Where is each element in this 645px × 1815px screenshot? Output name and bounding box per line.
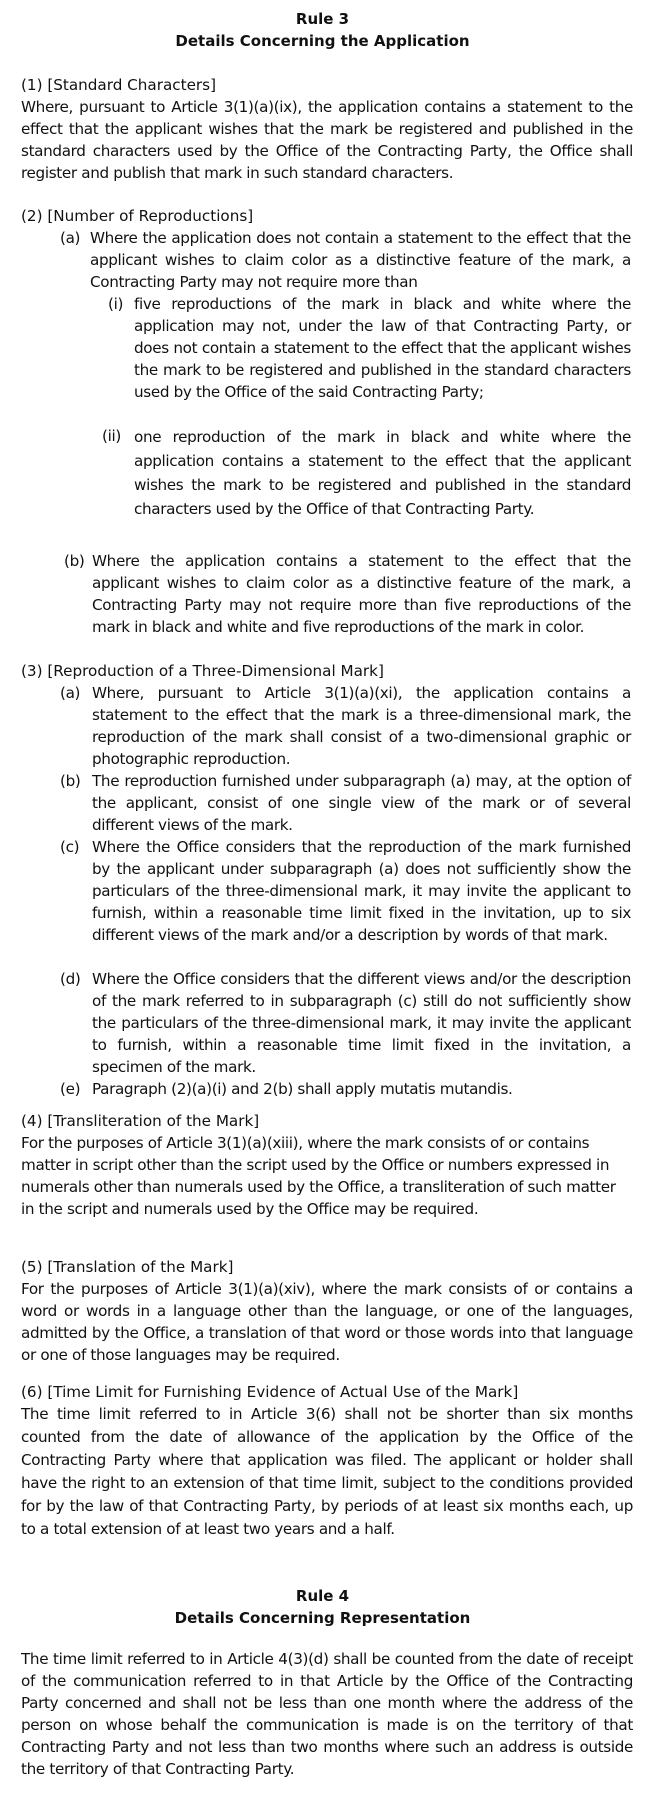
item-text: Where the Office considers that the different views and/or the description of the mark referred to in subparagraph (c) still do not sufficiently show the particulars of the three-dimensional mark, it may invite the applicant to furnish, within a reasonable time limit fixed in the invitation, a specimen of the mark. <box>92 970 631 1076</box>
section-3-heading: (3) [Reproduction of a Three-Dimensional Mark] <box>21 662 384 680</box>
section-2a-i <box>108 293 631 403</box>
item-label: (c) <box>60 838 80 856</box>
rule-4-subtitle: Details Concerning Representation <box>174 1609 471 1627</box>
section-1-heading: (1) [Standard Characters] <box>21 76 217 94</box>
item-label: (e) <box>60 1080 81 1098</box>
rule-4-title: Rule 4 <box>295 1587 350 1605</box>
item-text: Where the application does not contain a statement to the effect that the applicant wishes to claim color as a distinctive feature of the mark, a Contracting Party may not require more than <box>90 229 631 291</box>
item-label: (a) <box>60 684 81 702</box>
section-2a <box>60 227 631 293</box>
section-3a <box>60 682 631 770</box>
item-text: Where, pursuant to Article 3(1)(a)(xi), the application contains a statement to the effect that the mark is a three-dimensional mark, the reproduction of the mark shall consist of a two-dimensional graphic or photographic reproduction. <box>92 684 631 768</box>
item-text: Paragraph (2)(a)(i) and 2(b) shall apply mutatis mutandis. <box>92 1080 513 1098</box>
section-3c <box>60 836 631 946</box>
item-label: (b) <box>60 772 81 790</box>
section-2a-ii <box>102 425 631 521</box>
section-5-heading: (5) [Translation of the Mark] <box>21 1258 234 1276</box>
rule-4-body: The time limit referred to in Article 4(3)(d) shall be counted from the date of receipt of the communication referred to in that Article by the Office of the Contracting Party concerned and shall not be less than one month where the address of the person on whose behalf the communication is made is on the territory of that Contracting Party and not less than two months where such an address is outside the territory of that Contracting Party. <box>21 1650 633 1778</box>
rule-3-subtitle: Details Concerning the Application <box>175 32 470 50</box>
section-6-body: The time limit referred to in Article 3(6) shall not be shorter than six months counted from the date of allowance of the application by the Office of the Contracting Party where that application was filed. The applicant or holder shall have the right to an extension of that time limit, subject to the conditions provided for by the law of that Contracting Party, by periods of at least six months each, up to a total extension of at least two years and a half. <box>21 1405 633 1538</box>
section-2-heading: (2) [Number of Reproductions] <box>21 207 254 225</box>
item-text: Where the application contains a statement to the effect that the applicant wishes to claim color as a distinctive feature of the mark, a Contracting Party may not require more than five reproductions of the mark in black and white and five reproductions of the mark in color. <box>92 552 631 636</box>
section-4-heading: (4) [Transliteration of the Mark] <box>21 1112 260 1130</box>
item-text: one reproduction of the mark in black and white where the application contains a statement to the effect that the applicant wishes the mark to be registered and published in the standard characters used by the Office of that Contracting Party. <box>134 428 631 518</box>
item-text: five reproductions of the mark in black and white where the application may not, under the law of that Contracting Party, or does not contain a statement to the effect that the applicant wishes the mark to be registered and published in the standard characters used by the Office of the said Contracting Party; <box>134 295 631 401</box>
item-label: (a) <box>60 229 81 247</box>
section-2b <box>64 550 631 638</box>
item-text: The reproduction furnished under subparagraph (a) may, at the option of the applicant, consist of one single view of the mark or of several different views of the mark. <box>92 772 631 834</box>
item-label: (d) <box>60 970 81 988</box>
item-text: Where the Office considers that the reproduction of the mark furnished by the applicant under subparagraph (a) does not sufficiently show the particulars of the three-dimensional mark, it may invite the applicant to furnish, within a reasonable time limit fixed in the invitation, up to six different views of the mark and/or a description by words of that mark. <box>92 838 631 944</box>
section-3b <box>60 770 631 836</box>
section-5-body: For the purposes of Article 3(1)(a)(xiv), where the mark consists of or contains a word or words in a language other than the language, or one of the languages, admitted by the Office, a translation of that word or those words into that language or one of those languages may be required. <box>21 1280 633 1364</box>
section-3e <box>60 1078 631 1100</box>
section-4-body: For the purposes of Article 3(1)(a)(xiii), where the mark consists of or contains matter in script other than the script used by the Office or numbers expressed in numerals other than numerals used by the Office, a transliteration of such matter in the script and numerals used by the Office may be required. <box>21 1134 616 1218</box>
section-6-heading: (6) [Time Limit for Furnishing Evidence of Actual Use of the Mark] <box>21 1383 519 1401</box>
item-label: (ii) <box>102 427 121 445</box>
item-label: (b) <box>64 552 85 570</box>
section-3d <box>60 968 631 1078</box>
section-1-body: Where, pursuant to Article 3(1)(a)(ix), the application contains a statement to the effect that the applicant wishes that the mark be registered and published in the standard characters used by the Office of the Contracting Party, the Office shall register and publish that mark in such standard characters. <box>21 98 633 182</box>
rule-3-title: Rule 3 <box>295 10 350 28</box>
item-label: (i) <box>108 295 124 313</box>
